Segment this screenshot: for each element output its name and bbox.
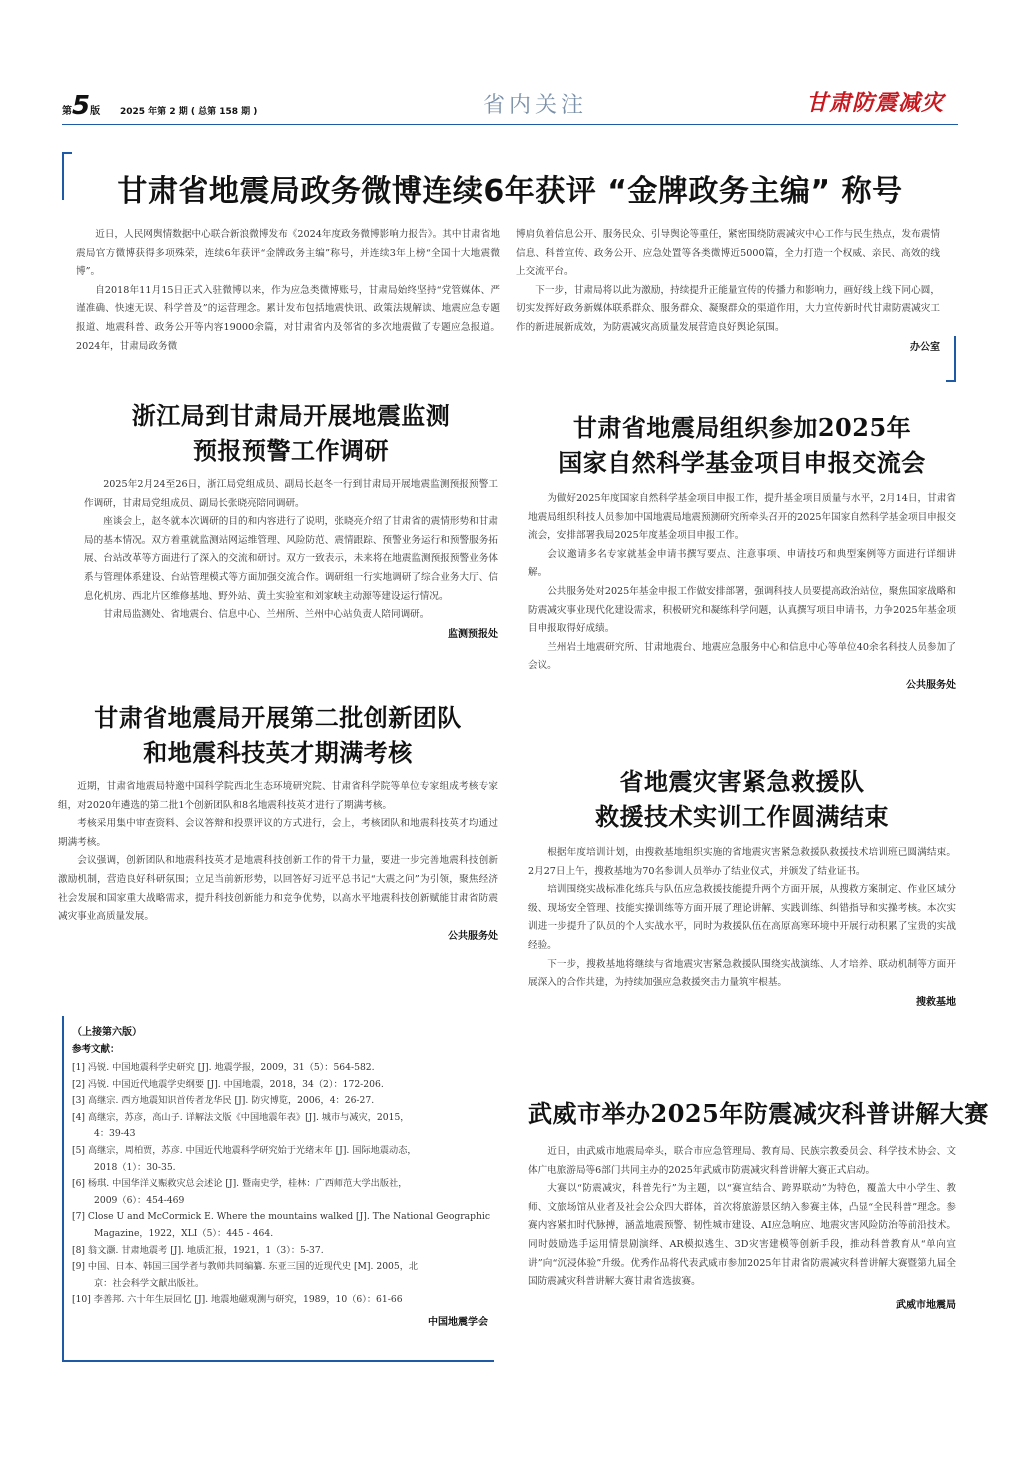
article-signature: 公共服务处 — [906, 679, 956, 691]
header-rule — [62, 124, 958, 125]
article-para: 为做好2025年度国家自然科学基金项目申报工作，提升基金项目质量与水平，2月14日，甘肃省地震局组织科技人员参加中国地震局地震预测研究所牵头召开的2025年国家自然科学基金项目申报交流会，安排部署我局2025年度基金项目申报工作。 — [528, 493, 956, 542]
article-para: 近期，甘肃省地震局特邀中国科学院西北生态环境研究院、甘肃省科学院等单位专家组成考核专家组，对2020年遴选的第二批1个创新团队和8名地震科技英才进行了期满考核。 — [58, 781, 498, 811]
article-title-line: 和地震科技英才期满考核 — [143, 738, 413, 767]
article-title-line: 救援技术实训工作圆满结束 — [595, 802, 889, 831]
lead-col1-para: 近日，人民网舆情数据中心联合新浪微博发布《2024年度政务微博影响力报告》。其中甘肃省地震局官方微博获得多项殊荣，连续6年获评“金牌政务主编”称号，并连续3年上榜“全国十大地震微博”。 — [76, 229, 500, 278]
article-innovation-team — [58, 700, 498, 942]
article-title-line: 甘肃省地震局开展第二批创新团队 — [94, 703, 462, 732]
reference-item: [5] 高继宗，周柏贾，苏彦. 中国近代地震科学研究始于光绪末年 [J]. 国际地震动态， 2018（1）：30-35. — [72, 1144, 417, 1173]
article-para: 会议强调，创新团队和地震科技英才是地震科技创新工作的骨干力量，要进一步完善地震科技创新激励机制，营造良好科研氛围；立足当前新形势，以回答好习近平总书记“大震之问”为引领，聚焦经济社会发展和国家重大战略需求，提升科技创新能力和竞争优势，以高水平地震科技创新赋能甘肃省防震减灾事业高质量发展。 — [58, 855, 498, 923]
page-prefix: 第 — [62, 106, 72, 117]
reference-item: [7] Close U and McCormick E. Where the mountains walked [J]. The National Geographic Magazine，1922，XLI（5）：445 - 464. — [72, 1211, 491, 1239]
references-heading: 参考文献： — [72, 1044, 120, 1055]
article-wuwei-contest — [528, 1096, 989, 1311]
lead-col2-para: 下一步，甘肃局将以此为激励，持续提升正能量宣传的传播力和影响力，画好线上线下同心圆，切实发挥好政务新媒体联系群众、服务群众、凝聚群众的渠道作用，大力宣传新时代甘肃防震减灾工作的新进展新成效，为防震减灾高质量发展营造良好舆论氛围。 — [516, 284, 940, 333]
article-para: 根据年度培训计划，由搜救基地组织实施的省地震灾害紧急救援队救援技术培训班已圆满结束。2月27日上午，搜救基地为70名参训人员举办了结业仪式，并颁发了结业证书。 — [528, 847, 956, 877]
article-para: 兰州岩土地震研究所、甘肃地震台、地震应急服务中心和信息中心等单位40余名科技人员参加了会议。 — [528, 641, 956, 672]
references-signature: 中国地震学会 — [428, 1316, 488, 1328]
article-signature: 公共服务处 — [448, 930, 498, 942]
lead-col-2 — [516, 226, 940, 353]
reference-item: [10] 李善邦. 六十年生辰回忆 [J]. 地震地磁观测与研究，1989，10（6）：61-66 — [72, 1294, 403, 1306]
article-title — [528, 410, 956, 480]
article-para: 近日，由武威市地震局牵头，联合市应急管理局、教育局、民族宗教委员会、科学技术协会、文体广电旅游局等6部门共同主办的2025年武威市防震减灾科普讲解大赛正式启动。 — [528, 1146, 956, 1176]
article-zhejiang-survey — [84, 398, 498, 640]
article-rescue-training — [528, 764, 956, 1008]
article-title-line: 甘肃省地震局组织参加2025年 — [572, 413, 912, 442]
article-para: 下一步，搜救基地将继续与省地震灾害紧急救援队围绕实战演练、人才培养、联动机制等方面开展深入的合作共建，为持续加强应急救援突击力量筑牢根基。 — [528, 958, 956, 989]
lead-title: 甘肃省地震局政务微博连续6年获评 “金牌政务主编” 称号 — [117, 174, 903, 209]
lead-frame-corner-br — [946, 336, 956, 382]
article-para: 甘肃局监测处、省地震台、信息中心、兰州所、兰州中心站负责人陪同调研。 — [103, 609, 430, 621]
article-title: 武威市举办2025年防震减灾科普讲解大赛 — [528, 1099, 989, 1128]
article-title — [528, 764, 956, 834]
masthead-logo: 甘肃防震减灾 — [806, 90, 945, 116]
lead-signature: 办公室 — [910, 341, 940, 353]
lead-col-1 — [76, 226, 500, 356]
article-signature: 监测预报处 — [448, 628, 498, 640]
article-para: 座谈会上，赵冬就本次调研的目的和内容进行了说明，张晓亮介绍了甘肃省的震情形势和甘肃局的基本情况。双方着重就监测站网运维管理、风险防范、震情跟踪、预警业务运行和预警服务拓展、台站改革等方面进行了深入的交流和研讨。双方一致表示，未来将在地震监测预报预警业务体系与管理体系建设、台站管理模式等方面加强交流合作。调研组一行实地调研了综合业务大厅、信息化机房、西北片区维修基地、野外站、黄土实验室和刘家峡主动源等建设运行情况。 — [84, 516, 498, 602]
reference-item: [9] 中国、日本、韩国三国学者与教师共同编纂. 东亚三国的近现代史 [M]. 2005，北 京：社会科学文献出版社。 — [72, 1261, 419, 1289]
page-suffix: 版 — [90, 106, 101, 117]
reference-item: [6] 杨琪. 中国华洋义赈救灾总会述论 [J]. 暨南史学，桂林：广西师范大学出版社， 2009（6）：454-469 — [72, 1178, 408, 1206]
article-title-line: 省地震灾害紧急救援队 — [619, 767, 865, 796]
reference-item: [4] 高继宗，苏彦，高山子. 详解法文版《中国地震年表》[J]. 城市与减灾，2015， 4：39-43 — [72, 1111, 410, 1140]
reference-item: [3] 高继宗. 西方地震知识首传者龙华民 [J]. 防灾博览，2006，4：26-27. — [72, 1095, 375, 1107]
article-para: 考核采用集中审查资料、会议答辩和投票评议的方式进行，会上，考核团队和地震科技英才均通过期满考核。 — [58, 818, 498, 848]
article-signature: 武威市地震局 — [896, 1299, 956, 1311]
article-para: 会议邀请多名专家就基金申请书撰写要点、注意事项、申请技巧和典型案例等方面进行详细讲解。 — [528, 548, 956, 579]
article-para: 大赛以“防震减灾，科普先行”为主题，以“赛宣结合、跨界联动”为特色，覆盖大中小学生、教师、文旅场馆从业者及社会公众四大群体，首次将旅游景区纳入参赛主体，凸显“全民科普”理念。参赛内容紧扣时代脉搏，涵盖地震预警、韧性城市建设、AI应急响应、地震灾害风险防治等前沿技术。同时鼓励选手运用情景剧演绎、AR模拟逃生、3D灾害建模等创新手段，推动科普教育从“单向宣讲”向“沉浸体验”升级。优秀作品将代表武威市参加2025年甘肃省防震减灾科普讲解大赛暨第九届全国防震减灾科普讲解大赛甘肃省选拔赛。 — [528, 1183, 956, 1288]
page-number — [62, 93, 100, 119]
article-title-line: 国家自然科学基金项目申报交流会 — [558, 448, 926, 477]
article-title — [58, 700, 498, 770]
reference-item: [2] 冯锐. 中国近代地震学史纲要 [J]. 中国地震，2018，34（2）：172-206. — [72, 1078, 384, 1090]
article-title-line: 浙江局到甘肃局开展地震监测 — [131, 401, 451, 430]
reference-item: [8] 翁文灏. 甘肃地震考 [J]. 地质汇报，1921，1（3）：5-37. — [72, 1244, 324, 1256]
references-box — [62, 1016, 494, 1362]
article-signature: 搜救基地 — [916, 996, 956, 1008]
page-num: 5 — [72, 91, 91, 121]
article-para: 培训围绕实战标准化练兵与队伍应急救援技能提升两个方面开展，从搜救方案制定、作业区域分级、现场安全管理、技能实操训练等方面开展了理论讲解、实践训练、纠错指导和实操考核。本次实训进一步提升了队员的个人实战水平，同时为救援队伍在高原高寒环境中开展行动积累了宝贵的实战经验。 — [528, 884, 956, 951]
reference-item: [1] 冯锐. 中国地震科学史研究 [J]. 地震学报，2009，31（5）：564-582. — [72, 1062, 375, 1073]
lead-col2-para: 博肩负着信息公开、服务民众、引导舆论等重任，紧密围绕防震减灾中心工作与民生热点，发布震情信息、科普宣传、政务公开、应急处置等各类微博近5000篇，全力打造一个权威、亲民、高效的线上交流平台。 — [516, 229, 940, 278]
article-title — [84, 398, 498, 468]
article-para: 公共服务处对2025年基金申报工作做安排部署，强调科技人员要提高政治站位，聚焦国家战略和防震减灾事业现代化建设需求，积极研究和凝练科学问题，认真撰写项目申请书，力争2025年基金项目申报取得好成绩。 — [528, 585, 956, 635]
references-continued: （上接第六版） — [72, 1027, 142, 1038]
article-para: 2025年2月24至26日，浙江局党组成员、副局长赵冬一行到甘肃局开展地震监测预报预警工作调研，甘肃局党组成员、副局长张晓亮陪同调研。 — [84, 479, 498, 509]
article-title-line: 预报预警工作调研 — [193, 436, 389, 465]
issue-info: 2025 年第 2 期 ( 总第 158 期 ) — [120, 107, 258, 117]
lead-col1-para: 自2018年11月15日正式入驻微博以来，作为应急类微博账号，甘肃局始终坚持“党管媒体、严谨准确、快速无误、科学普及”的运营理念。累计发布包括地震快讯、政策法规解读、地震应急专题报道、地震科普、政务公开等内容19000余篇，对甘肃省内及邻省的多次地震做了专题应急报道。2024年，甘肃局政务微 — [76, 284, 500, 352]
section-title: 省内关注 — [482, 93, 587, 118]
article-nsfc-meeting — [528, 410, 956, 691]
